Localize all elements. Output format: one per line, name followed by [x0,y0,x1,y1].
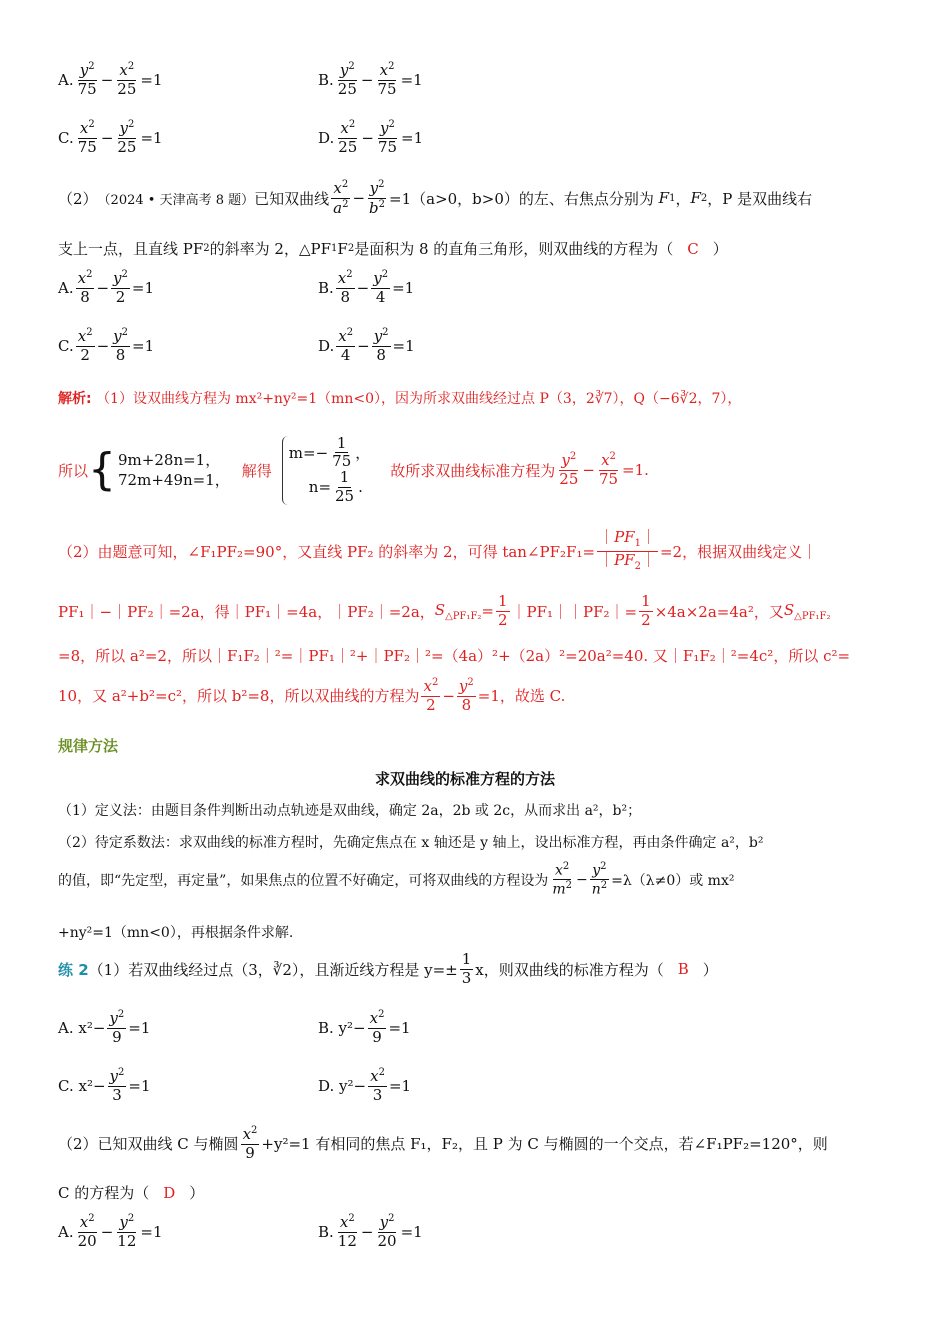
answer-mark: D [163,1183,176,1202]
method-tag: 规律方法 [58,737,119,755]
q2-option-a: A. $\frac{x^2}{8}$ − $\frac{y^2}{2}$ =1 [58,269,155,306]
ex2-option-d: D. y²− $\frac{x^2}{3}$ =1 [318,1067,412,1104]
solution-part2-line3: =8，所以 a²=2，所以｜F₁F₂｜²=｜PF₁｜²+｜PF₂｜²=（4a）²+（2a）²=20a²=40. 又｜F₁F₂｜²=4c²，所以 c²= [58,647,851,665]
ex2-option-a: A. x²− $\frac{y^2}{9}$ =1 [58,1009,151,1046]
q2-option-d: D. $\frac{x^2}{4}$ − $\frac{y^2}{8}$ =1 [318,327,415,364]
method-item-2-end: +ny²=1（mn<0），再根据条件求解. [58,925,294,941]
solution-line1: 解析: （1）设双曲线方程为 mx²+ny²=1（mn<0），因为所求双曲线经过点 P（3，2∛7），Q（−6∛2，7）， [58,391,742,407]
method-item-1: （1）定义法：由题目条件判断出动点轨迹是双曲线，确定 2a，2b 或 2c，从而求出 a²，b²； [58,803,642,819]
q2-option-c: C. $\frac{x^2}{2}$ − $\frac{y^2}{8}$ =1 [58,327,155,364]
ex2-option-b: B. y²− $\frac{x^2}{9}$ =1 [318,1009,411,1046]
ex2-q2-option-b: B. $\frac{x^2}{12}$ − $\frac{y^2}{20}$ =1 [318,1213,423,1250]
solution-part2-line4: 10，又 a²+b²=c²，所以 b²=8，所以双曲线的方程为 $\frac{x^2}{2}$ − $\frac{y^2}{8}$ =1，故选 C. [58,677,566,714]
option-b: B. $\frac{y^2}{25}$ − $\frac{x^2}{75}$ =1 [318,61,423,98]
solution-part2-line2: PF₁｜−｜PF₂｜=2a，得｜PF₁｜=4a，｜PF₂｜=2a， $S_{\triangle PF_1F_2}$ = $\frac{1}{2}$ ｜PF₁｜｜PF₂｜= $\frac{1}{2}$ ×4a×2a=4a²，又 $S_{\triangle PF_1F_2}$ [58,592,831,629]
q2-line2: 支上一点，且直线 PF 2 的斜率为 2，△PF 1 F 2 是面积为 8 的直角三角形，则双曲线的方程为（ C ） [58,239,728,258]
option-d: D. $\frac{x^2}{25}$ − $\frac{y^2}{75}$ =1 [318,119,424,156]
option-c: C. $\frac{x^2}{75}$ − $\frac{y^2}{25}$ =1 [58,119,163,156]
solution-part2-line1: （2）由题意可知，∠F₁PF₂=90°，又直线 PF₂ 的斜率为 2，可得 tan∠PF₂F₁= $\frac{|PF_1|}{|PF_2|}$ =2，根据双曲线定义｜ [58,528,818,572]
q2-option-b: B. $\frac{x^2}{8}$ − $\frac{y^2}{4}$ =1 [318,269,415,306]
answer-mark: C [687,239,699,258]
ex2-q2-option-a: A. $\frac{x^2}{20}$ − $\frac{y^2}{12}$ =1 [58,1213,163,1250]
method-title: 求双曲线的标准方程的方法 [375,770,556,788]
method-item-2-cont: 的值，即“先定型，再定量”，如果焦点的位置不好确定，可将双曲线的方程设为 $\frac{x^2}{m^2}$ − $\frac{y^2}{n^2}$ =λ（λ≠0）或 mx² [58,861,735,898]
method-item-2: （2）待定系数法：求双曲线的标准方程时，先确定焦点在 x 轴还是 y 轴上，设出标准方程，再由条件确定 a²，b² [58,835,764,851]
answer-mark: B [677,960,689,979]
exercise-2-q2-cont: C 的方程为（ D ） [58,1183,205,1202]
q2-line1: （2） （2024 • 天津高考 8 题） 已知双曲线 $\frac{x^2}{a^2}$ − $\frac{y^2}{b^2}$ =1（a>0，b>0）的左、右焦点分别为 F 1 ， F 2 ，P 是双曲线右 [58,179,813,217]
ex2-option-c: C. x²− $\frac{y^2}{3}$ =1 [58,1067,151,1104]
exercise-2-q1: 练 2 （1）若双曲线经过点（3，∛2），且渐近线方程是 y=± $\frac{1}{3}$ x，则双曲线的标准方程为（ B ） [58,950,718,987]
exercise-2-q2: （2）已知双曲线 C 与椭圆 $\frac{x^2}{9}$ +y²=1 有相同的焦点 F₁，F₂，且 P 为 C 与椭圆的一个交点，若∠F₁PF₂=120°，则 [58,1125,828,1162]
solution-system: 所以 { 9m+28n=1， 72m+49n=1， 解得 m=− $\frac{1}{75}$ ， n= $\frac{1}{25}$ . 故所求双曲线标准方程为 $\frac{y^2}{25}$ − $\frac{x^2}{75}$ =1. [58,433,649,505]
option-a: A. $\frac{y^2}{75}$ − $\frac{x^2}{25}$ =1 [58,61,163,98]
